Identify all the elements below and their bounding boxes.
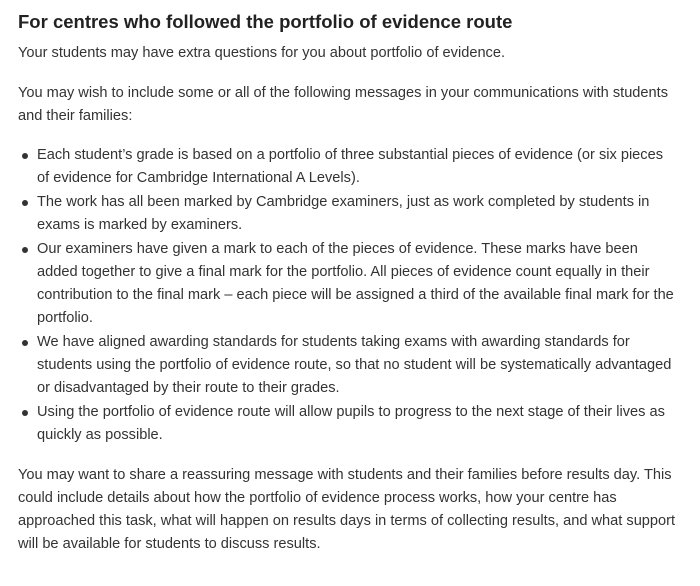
list-item-text: The work has all been marked by Cambridge examiners, just as work completed by students in exams is marked by examiners. bbox=[37, 194, 650, 233]
list-item bbox=[18, 401, 676, 447]
intro-paragraph: Your students may have extra questions for you about portfolio of evidence. bbox=[18, 45, 506, 61]
message-list bbox=[18, 144, 676, 447]
lead-paragraph: You may wish to include some or all of the following messages in your communications with students and their families: bbox=[18, 85, 669, 124]
list-item-text: Each student’s grade is based on a portfolio of three substantial pieces of evidence (or six pieces of evidence for Cambridge International A Levels). bbox=[37, 147, 664, 186]
list-item bbox=[18, 144, 676, 190]
list-item-text: Using the portfolio of evidence route will allow pupils to progress to the next stage of their lives as quickly as possible. bbox=[37, 404, 665, 443]
list-item-text: Our examiners have given a mark to each of the pieces of evidence. These marks have been added together to give a final mark for the portfolio. All pieces of evidence count equally in their contribution to the final mark – each piece will be assigned a third of the available final mark for the portfolio. bbox=[37, 241, 674, 326]
list-item bbox=[18, 331, 676, 400]
section-heading: For centres who followed the portfolio of evidence route bbox=[18, 11, 513, 32]
list-item bbox=[18, 191, 676, 237]
list-item-text: We have aligned awarding standards for students taking exams with awarding standards for students using the portfolio of evidence route, so that no student will be systematically advantaged or disadvantaged by their route to their grades. bbox=[37, 334, 672, 396]
bullet-icon bbox=[22, 247, 28, 253]
bullet-icon bbox=[22, 153, 28, 159]
bullet-icon bbox=[22, 200, 28, 206]
bullet-icon bbox=[22, 410, 28, 416]
bullet-icon bbox=[22, 340, 28, 346]
list-item bbox=[18, 238, 676, 330]
closing-paragraph: You may want to share a reassuring message with students and their families before results day. This could include details about how the portfolio of evidence process works, how your centre has approached this task, what will happen on results days in terms of collecting results, and what support will be available for students to discuss results. bbox=[18, 467, 676, 552]
